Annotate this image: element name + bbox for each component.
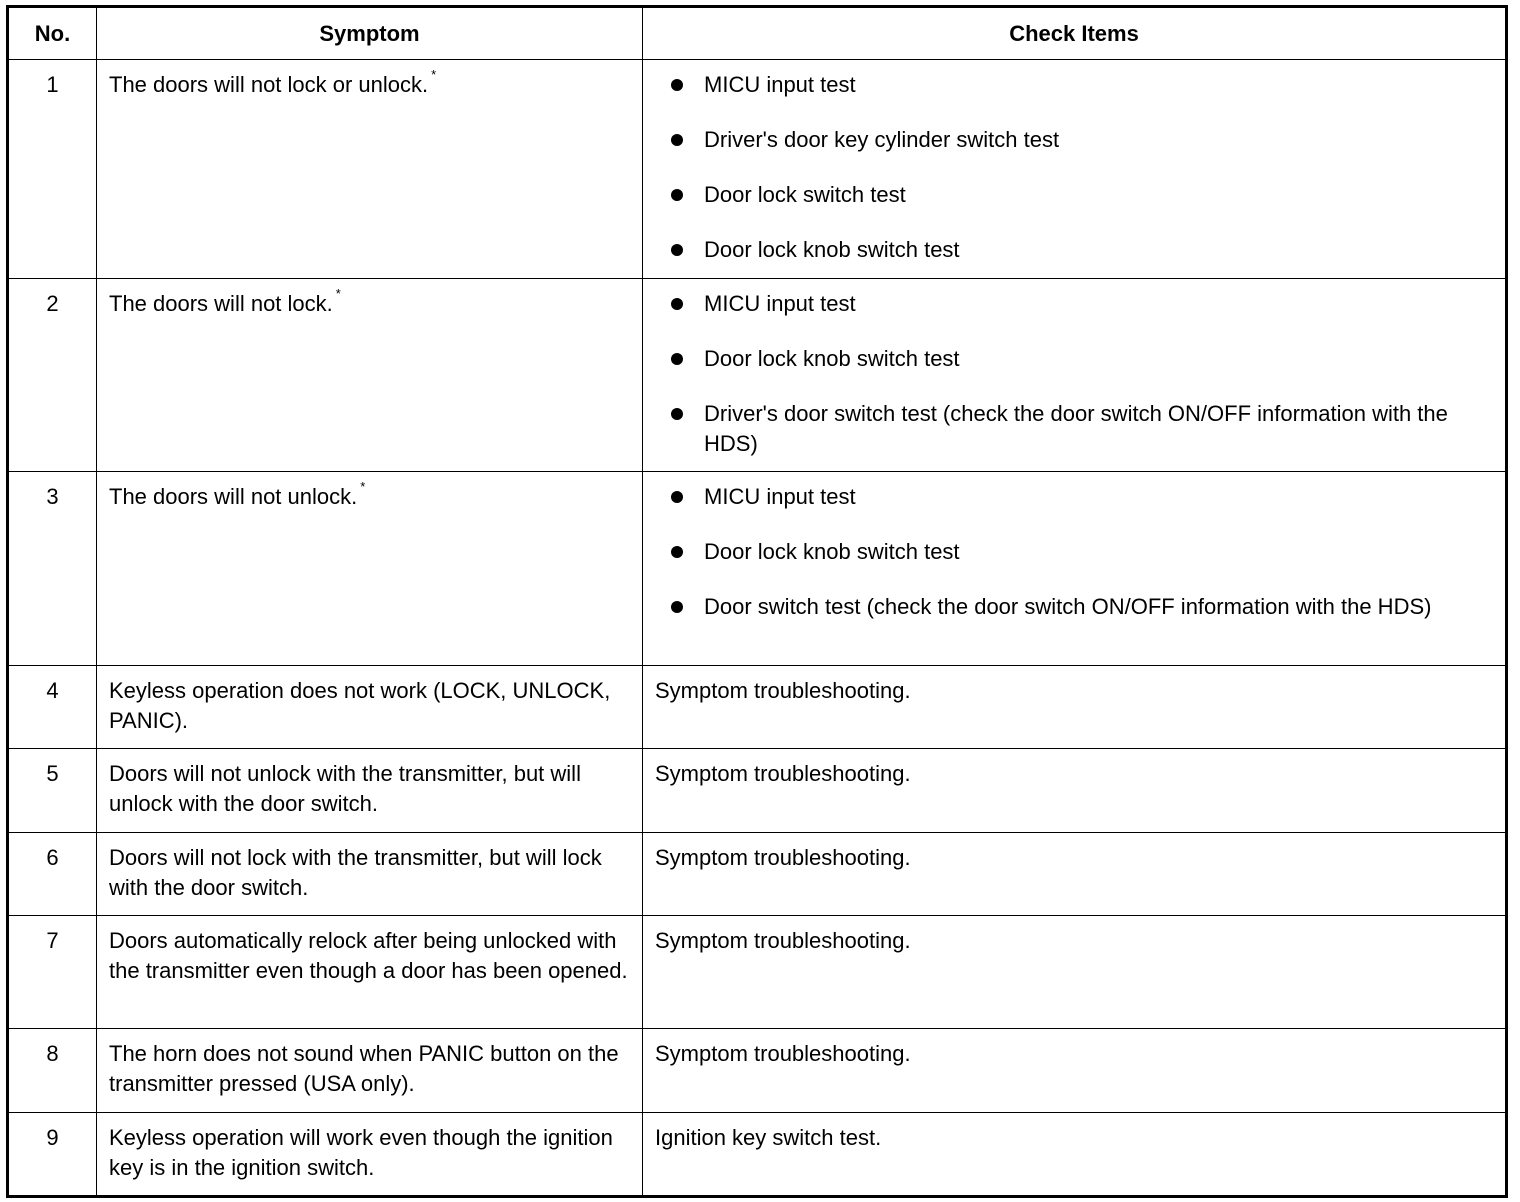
table-row (8, 60, 1507, 279)
bullet-icon (671, 298, 683, 310)
row-number: 7 (8, 916, 97, 1029)
row-number: 1 (8, 60, 97, 279)
table-row (8, 1029, 1507, 1113)
check-text: Symptom troubleshooting. (655, 845, 911, 870)
check-items-cell (643, 472, 1507, 666)
bullet-icon (671, 408, 683, 420)
bullet-icon (671, 244, 683, 256)
footnote-marker: * (360, 479, 366, 494)
check-item-text: Driver's door key cylinder switch test (704, 127, 1060, 152)
row-number: 5 (8, 749, 97, 833)
bullet-icon (671, 491, 683, 503)
symptom-cell (97, 279, 643, 472)
check-list (655, 70, 1481, 265)
check-item (704, 70, 1481, 100)
row-number: 3 (8, 472, 97, 666)
symptom-cell (97, 833, 643, 916)
check-items-cell (643, 1113, 1507, 1197)
check-items-cell (643, 666, 1507, 749)
symptom-cell (97, 1029, 643, 1113)
check-list (655, 482, 1481, 622)
check-item-text: MICU input test (704, 484, 856, 509)
symptom-cell (97, 1113, 643, 1197)
symptom-text: The doors will not lock or unlock. (109, 72, 429, 97)
check-items-cell (643, 1029, 1507, 1113)
header-symptom: Symptom (97, 7, 643, 60)
check-text: Symptom troubleshooting. (655, 761, 911, 786)
header-row (8, 7, 1507, 60)
check-text: Symptom troubleshooting. (655, 678, 911, 703)
check-item-text: MICU input test (704, 72, 856, 97)
check-items-cell (643, 916, 1507, 1029)
row-number: 6 (8, 833, 97, 916)
check-item (704, 537, 1481, 567)
check-items-cell (643, 60, 1507, 279)
check-item-text: Door lock switch test (704, 182, 906, 207)
table-row (8, 749, 1507, 833)
check-text: Symptom troubleshooting. (655, 928, 911, 953)
symptom-text: Doors automatically relock after being unlocked with the transmitter even though a door has been opened. (109, 928, 628, 983)
symptom-text: Keyless operation will work even though the ignition key is in the ignition switch. (109, 1125, 613, 1180)
check-item-text: Door lock knob switch test (704, 237, 960, 262)
check-item (704, 125, 1481, 155)
check-item (704, 180, 1481, 210)
symptom-text: Doors will not lock with the transmitter, but will lock with the door switch. (109, 845, 602, 900)
table-row (8, 472, 1507, 666)
check-item (704, 344, 1481, 374)
table-row (8, 833, 1507, 916)
check-item-text: Door lock knob switch test (704, 346, 960, 371)
check-item (704, 399, 1481, 459)
check-items-cell (643, 279, 1507, 472)
bullet-icon (671, 353, 683, 365)
check-text: Ignition key switch test. (655, 1125, 882, 1150)
footnote-marker: * (335, 286, 341, 301)
header-no: No. (8, 7, 97, 60)
symptom-cell (97, 916, 643, 1029)
symptom-cell (97, 472, 643, 666)
table-row (8, 1113, 1507, 1197)
bullet-icon (671, 189, 683, 201)
row-number: 9 (8, 1113, 97, 1197)
symptom-text: Doors will not unlock with the transmitter, but will unlock with the door switch. (109, 761, 581, 816)
check-list (655, 289, 1481, 459)
footnote-marker: * (431, 67, 437, 82)
check-items-cell (643, 833, 1507, 916)
symptom-cell (97, 60, 643, 279)
check-item-text: Driver's door switch test (check the door switch ON/OFF information with the HDS) (704, 401, 1448, 456)
check-item (704, 235, 1481, 265)
table-row (8, 279, 1507, 472)
table-row (8, 916, 1507, 1029)
symptom-text: The doors will not unlock. (109, 484, 358, 509)
symptom-cell (97, 749, 643, 833)
symptom-table (6, 5, 1508, 1198)
symptom-cell (97, 666, 643, 749)
row-number: 4 (8, 666, 97, 749)
bullet-icon (671, 79, 683, 91)
check-item-text: Door switch test (check the door switch ON/OFF information with the HDS) (704, 594, 1432, 619)
check-item-text: MICU input test (704, 291, 856, 316)
symptom-text: The horn does not sound when PANIC button on the transmitter pressed (USA only). (109, 1041, 619, 1096)
header-check-items: Check Items (643, 7, 1507, 60)
check-items-cell (643, 749, 1507, 833)
symptom-text: Keyless operation does not work (LOCK, UNLOCK, PANIC). (109, 678, 611, 733)
bullet-icon (671, 601, 683, 613)
bullet-icon (671, 134, 683, 146)
row-number: 8 (8, 1029, 97, 1113)
symptom-text: The doors will not lock. (109, 291, 333, 316)
bullet-icon (671, 546, 683, 558)
check-item (704, 592, 1481, 622)
row-number: 2 (8, 279, 97, 472)
table-row (8, 666, 1507, 749)
check-text: Symptom troubleshooting. (655, 1041, 911, 1066)
check-item (704, 482, 1481, 512)
check-item (704, 289, 1481, 319)
check-item-text: Door lock knob switch test (704, 539, 960, 564)
